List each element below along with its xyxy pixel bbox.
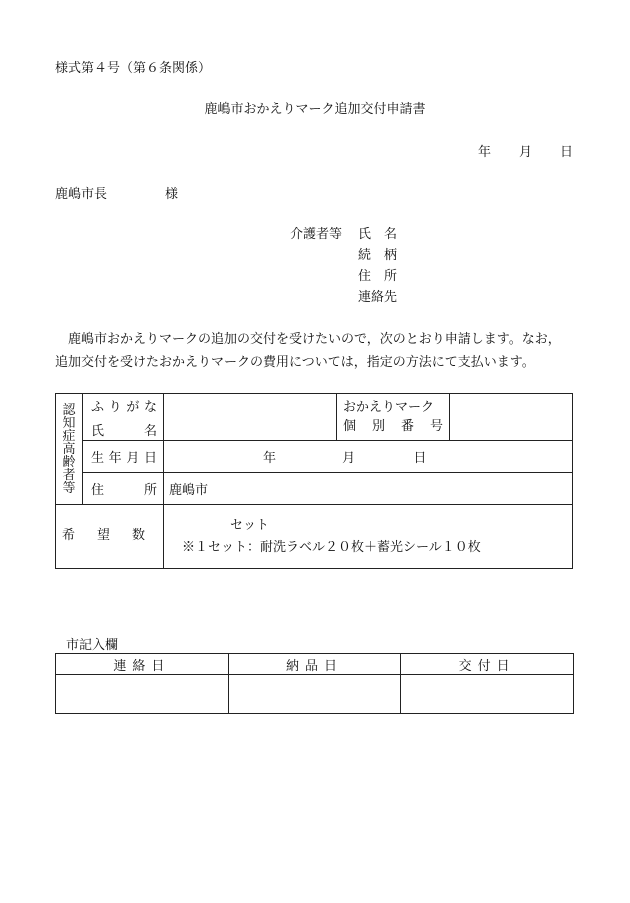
set-unit: セット [230,517,270,533]
record-col-issue-date-label: 交付日 [458,658,516,674]
subject-label-char: 等 [62,480,76,496]
name-label-cell [83,394,164,441]
form-number: 様式第４号（第６条関係） [55,61,212,76]
subject-label [56,394,83,505]
address-label: 住 所 [91,483,157,498]
mark-label-line-2: 個 別 番 号 [343,419,443,434]
birth-input-cell[interactable] [164,441,573,473]
birth-label: 生 年 月 日 [91,451,157,466]
record-col-issue-date [401,654,574,675]
addressee-honorific: 様 [165,187,179,202]
desired-label-cell [56,505,164,569]
statement [55,328,580,374]
addressee-name: 鹿嶋市長 [55,187,108,202]
address-label-cell [83,473,164,505]
record-table [55,653,574,714]
statement-line-1: 鹿嶋市おかえりマークの追加の交付を受けたいので，次のとおり申請します。なお， [55,332,561,347]
birth-year: 年 [263,451,277,466]
record-col-contact-date [56,654,229,675]
subject-label-char: 齢 [62,454,76,470]
record-contact-date-cell[interactable] [56,675,229,714]
record-col-contact-date-label: 連絡日 [113,658,171,674]
record-issue-date-cell[interactable] [401,675,574,714]
mark-number-input-cell[interactable] [450,394,573,441]
applicant-block [290,224,398,308]
set-note: ※１セット：耐洗ラベル２０枚＋蓄光シール１０枚 [182,539,481,555]
birth-label-cell [83,441,164,473]
subject-label-char: 症 [62,428,76,444]
record-col-delivery-date-label: 納品日 [285,658,343,674]
applicant-field-name: 氏 名 [358,227,398,242]
name-input-cell[interactable] [164,394,337,441]
birth-day: 日 [413,451,427,466]
subject-label-char: 認 [62,402,76,418]
applicant-field-contact: 連絡先 [358,290,398,305]
desired-label: 希 望 数 [62,528,145,543]
subject-label-char: 高 [62,441,76,457]
mark-number-label [337,394,450,441]
statement-line-2: 追加交付を受けたおかえりマークの費用については，指定の方法にて支払います。 [55,355,535,370]
address-value: 鹿嶋市 [169,483,209,498]
date-line [478,141,573,160]
address-input-cell[interactable] [164,473,573,505]
record-delivery-date-cell[interactable] [228,675,401,714]
birth-month: 月 [342,451,356,466]
name-label: 氏 名 [91,423,157,439]
addressee [55,183,178,202]
date-day: 日 [560,145,574,160]
application-table [55,393,573,569]
mark-label-line-1: おかえりマーク [343,400,435,415]
date-year: 年 [478,145,492,160]
applicant-field-address: 住 所 [358,269,398,284]
record-col-delivery-date [228,654,401,675]
date-month: 月 [519,145,533,160]
furigana-label: ふ り が な [91,399,157,415]
subject-label-char: 知 [62,415,76,431]
record-section-label: 市記入欄 [66,638,119,653]
desired-input-cell[interactable] [164,505,573,569]
subject-label-char: 者 [62,467,76,483]
applicant-field-relationship: 続 柄 [358,248,398,263]
applicant-role-label: 介護者等 [290,227,343,242]
document-title: 鹿嶋市おかえりマーク追加交付申請書 [204,102,426,117]
